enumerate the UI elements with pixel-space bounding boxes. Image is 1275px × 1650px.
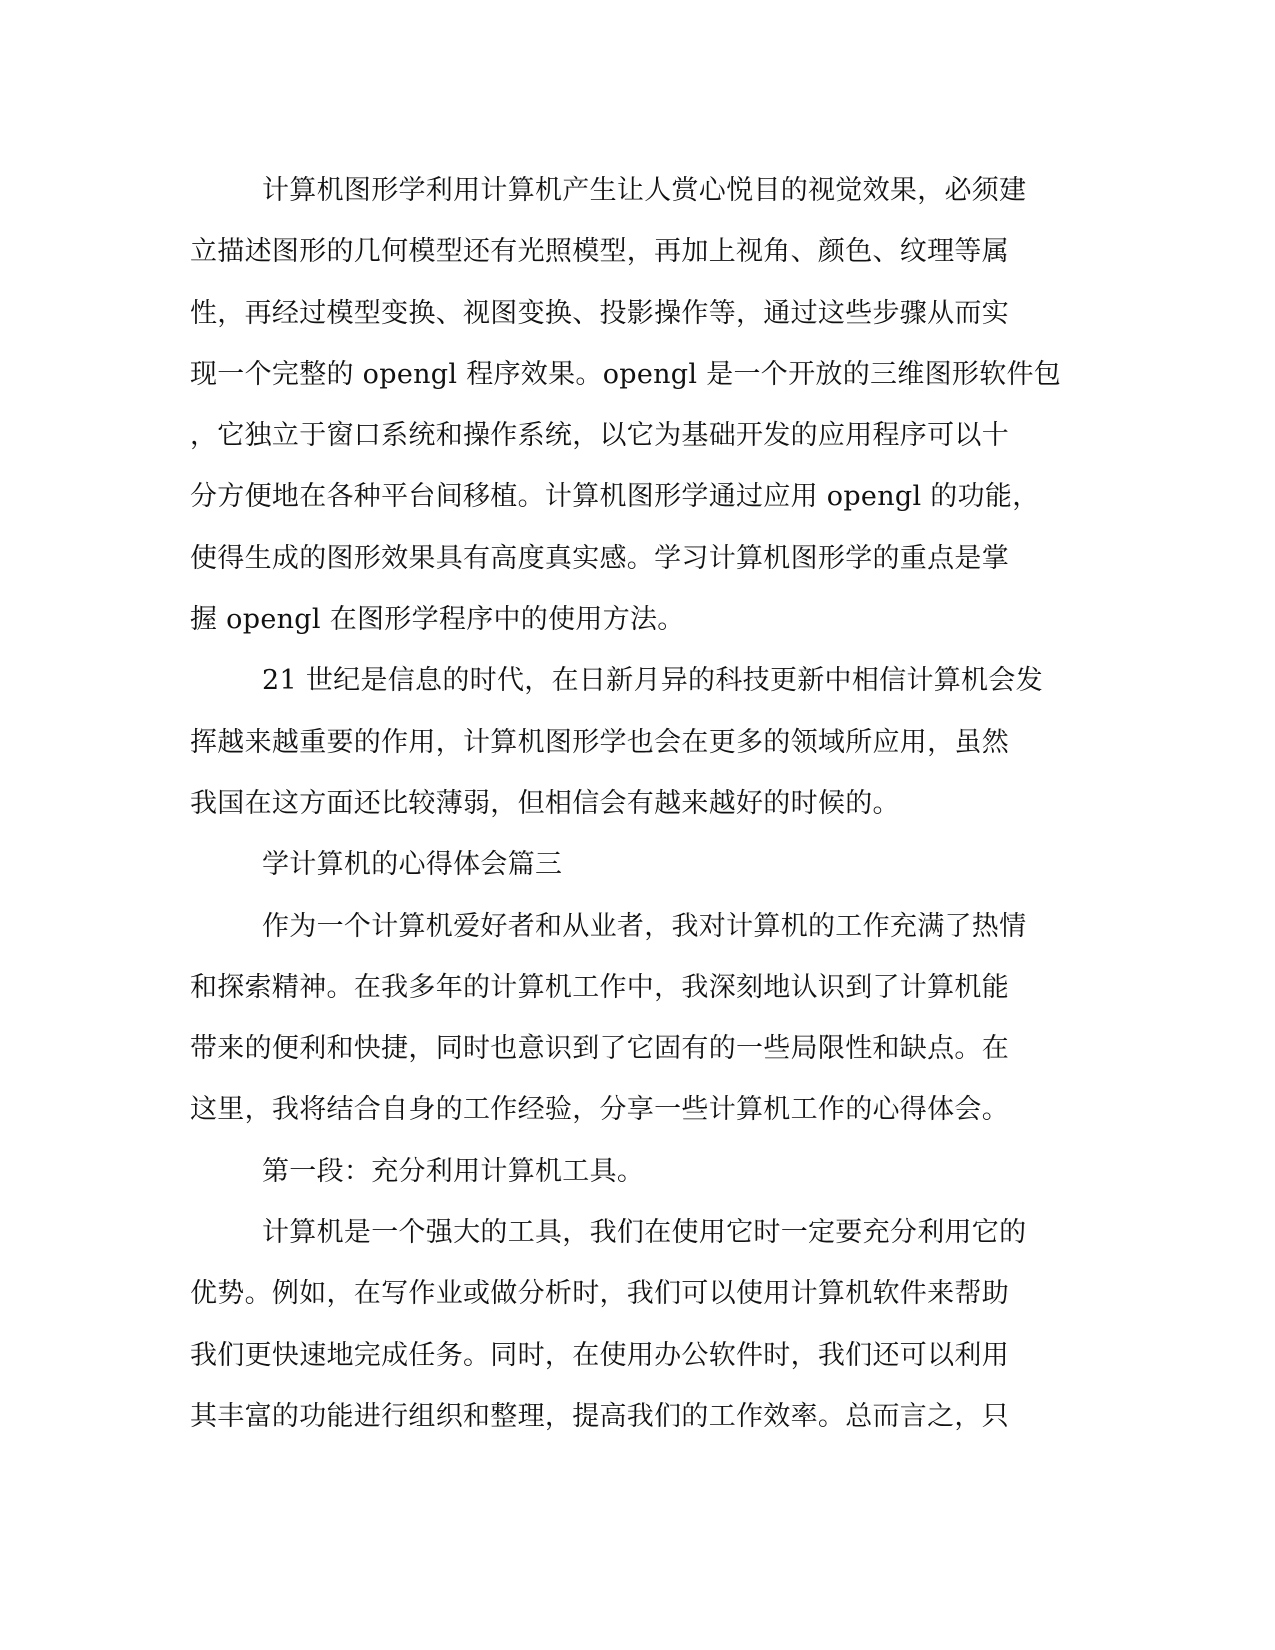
text-line: 优势。例如，在写作业或做分析时，我们可以使用计算机软件来帮助 (190, 1278, 1009, 1310)
text-line: 使得生成的图形效果具有高度真实感。学习计算机图形学的重点是掌 (190, 542, 1009, 574)
document-body (190, 160, 1080, 1447)
text-line: 计算机图形学利用计算机产生让人赏心悦目的视觉效果，必须建 (262, 175, 1027, 206)
text-line: ，它独立于窗口系统和操作系统，以它为基础开发的应用程序可以十 (190, 420, 1009, 452)
text-line: 这里，我将结合自身的工作经验，分享一些计算机工作的心得体会。 (190, 1094, 1009, 1126)
text-line: 21 世纪是信息的时代，在日新月异的科技更新中相信计算机会发 (262, 665, 1043, 697)
text-line: 我们更快速地完成任务。同时，在使用办公软件时，我们还可以利用 (190, 1339, 1009, 1371)
text-line: 分方便地在各种平台间移植。计算机图形学通过应用 opengl 的功能， (190, 481, 1040, 513)
text-line: 和探索精神。在我多年的计算机工作中，我深刻地认识到了计算机能 (190, 971, 1009, 1003)
text-line: 带来的便利和快捷，同时也意识到了它固有的一些局限性和缺点。在 (190, 1033, 1009, 1065)
text-line: 立描述图形的几何模型还有光照模型，再加上视角、颜色、纹理等属 (190, 236, 1009, 268)
text-line: 握 opengl 在图形学程序中的使用方法。 (190, 604, 685, 636)
text-line: 性，再经过模型变换、视图变换、投影操作等，通过这些步骤从而实 (190, 297, 1009, 329)
text-line: 我国在这方面还比较薄弱，但相信会有越来越好的时候的。 (190, 787, 900, 819)
text-line: 挥越来越重要的作用，计算机图形学也会在更多的领域所应用，虽然 (190, 726, 1009, 758)
text-line: 作为一个计算机爱好者和从业者，我对计算机的工作充满了热情 (262, 910, 1027, 942)
text-line: 计算机是一个强大的工具，我们在使用它时一定要充分利用它的 (262, 1217, 1027, 1249)
text-line: 现一个完整的 opengl 程序效果。opengl 是一个开放的三维图形软件包 (190, 358, 1062, 390)
text-line: 其丰富的功能进行组织和整理，提高我们的工作效率。总而言之，只 (190, 1400, 1009, 1432)
subsection-heading: 第一段：充分利用计算机工具。 (262, 1155, 645, 1187)
section-heading: 学计算机的心得体会篇三 (262, 849, 563, 881)
